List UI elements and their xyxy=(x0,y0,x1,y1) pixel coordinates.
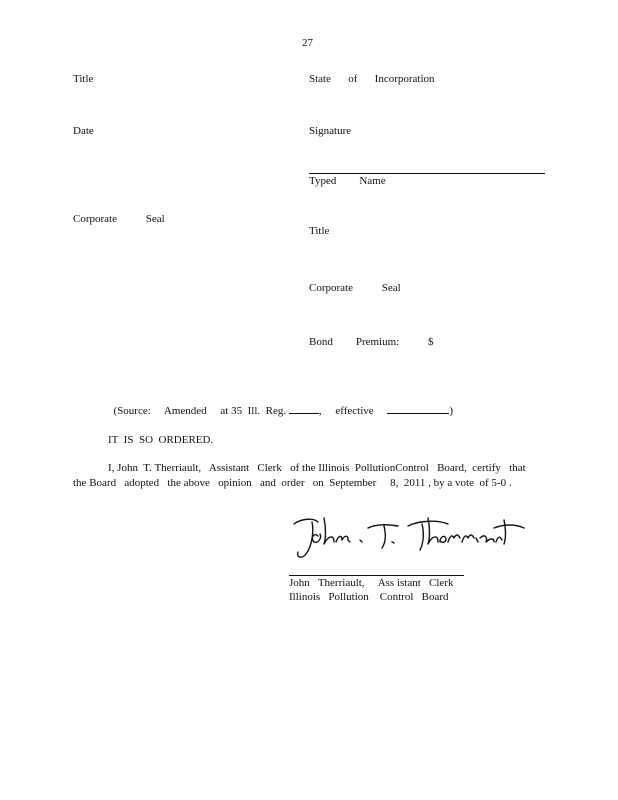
signature-line xyxy=(309,173,545,174)
date-label: Date xyxy=(73,125,94,137)
register-blank xyxy=(289,404,319,414)
certification-line-2: the Board adopted the above opinion and order on September 8, 2011 , by a vote of 5-0 . xyxy=(73,477,512,489)
certification-line-1: I, John T. Therriault, Assistant Clerk of the Illinois PollutionControl Board, certify that xyxy=(108,462,526,474)
source-middle: , effective xyxy=(318,405,374,417)
signer-org-line: Illinois Pollution Control Board xyxy=(289,591,449,603)
title-label-right: Title xyxy=(309,225,330,237)
typed-name-label: Typed Name xyxy=(309,175,386,187)
signer-name-line: John Therriault, Ass istant Clerk xyxy=(289,577,454,589)
state-of-incorporation-label: State of Incorporation xyxy=(309,73,435,85)
signer-signature-line xyxy=(289,575,464,576)
source-prefix: (Source: Amended at 35 Ill. Reg. xyxy=(113,405,287,417)
title-label-left: Title xyxy=(73,73,94,85)
signature-label: Signature xyxy=(309,125,352,137)
order-statement: IT IS SO ORDERED. xyxy=(108,434,214,446)
effective-blank xyxy=(387,404,449,414)
bond-premium-label: Bond Premium: $ xyxy=(309,336,434,348)
corporate-seal-label-right: Corporate Seal xyxy=(309,282,401,294)
source-line xyxy=(108,393,453,417)
page-number: 27 xyxy=(302,37,313,49)
source-suffix: ) xyxy=(449,405,454,417)
corporate-seal-label-left: Corporate Seal xyxy=(73,213,165,225)
handwritten-signature xyxy=(288,512,528,564)
